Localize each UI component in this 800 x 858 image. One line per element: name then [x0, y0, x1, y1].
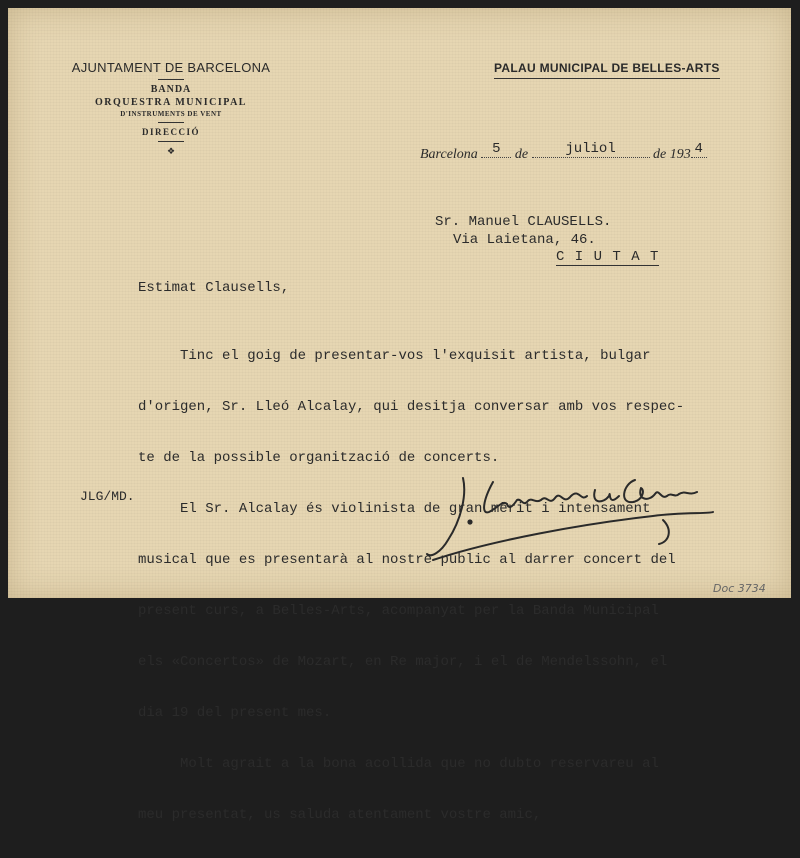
- reference-initials: JLG/MD.: [80, 489, 135, 504]
- date-day: 5: [481, 141, 511, 158]
- archive-doc-number: Doc 3734: [713, 582, 766, 595]
- divider: [158, 79, 184, 80]
- body-line: els «Concertos» de Mozart, en Re major, i el de Mendelssohn, el: [138, 654, 668, 670]
- letter-sheet: [8, 8, 791, 823]
- body-line: present curs, a Belles-Arts, acompanyat per la Banda Municipal: [138, 603, 659, 619]
- recipient-name: Sr. Manuel CLAUSELLS.: [435, 214, 612, 230]
- date-month: juliol: [532, 141, 650, 158]
- body-line: Molt agrait a la bona acollida que no dubto reservareu al: [138, 756, 659, 772]
- ornament-icon: ❖: [166, 146, 176, 156]
- salutation: Estimat Clausells,: [138, 280, 290, 296]
- body-line: d'origen, Sr. Lleó Alcalay, qui desitja conversar amb vos respec-: [138, 399, 685, 415]
- letterhead-left: [64, 60, 278, 157]
- unit-name: BANDA: [150, 84, 192, 95]
- divider: [158, 141, 184, 142]
- venue-name: PALAU MUNICIPAL DE BELLES-ARTS: [494, 61, 720, 79]
- body-line: dia 19 del present mes.: [138, 705, 332, 721]
- institution-name: AJUNTAMENT DE BARCELONA: [71, 60, 271, 75]
- body-line: meu presentat, us saluda atentament vostre amic,: [138, 807, 542, 823]
- date-year-digit: 4: [691, 141, 707, 158]
- orchestra-subtitle: D'INSTRUMENTS DE VENT: [120, 110, 222, 118]
- body-line: te de la possible organització de concerts.: [138, 450, 500, 466]
- recipient-street: Via Laietana, 46.: [453, 232, 596, 248]
- date-de: de: [514, 147, 529, 162]
- recipient-city: C I U T A T: [556, 249, 660, 265]
- body-line: El Sr. Alcalay és violinista de gran mèrit i intensament: [138, 501, 651, 517]
- office-name: DIRECCIÓ: [141, 127, 200, 137]
- date-year-prefix: de 193: [653, 147, 691, 162]
- divider: [158, 122, 184, 123]
- date-line: [420, 141, 707, 164]
- date-city: Barcelona: [420, 147, 478, 162]
- orchestra-name: ORQUESTRA MUNICIPAL: [95, 97, 247, 108]
- body-line: musical que es presentarà al nostre públic al darrer concert del: [138, 552, 676, 568]
- letter-body: [138, 314, 684, 858]
- signature: [423, 460, 723, 565]
- body-line: Tinc el goig de presentar-vos l'exquisit artista, bulgar: [138, 348, 651, 364]
